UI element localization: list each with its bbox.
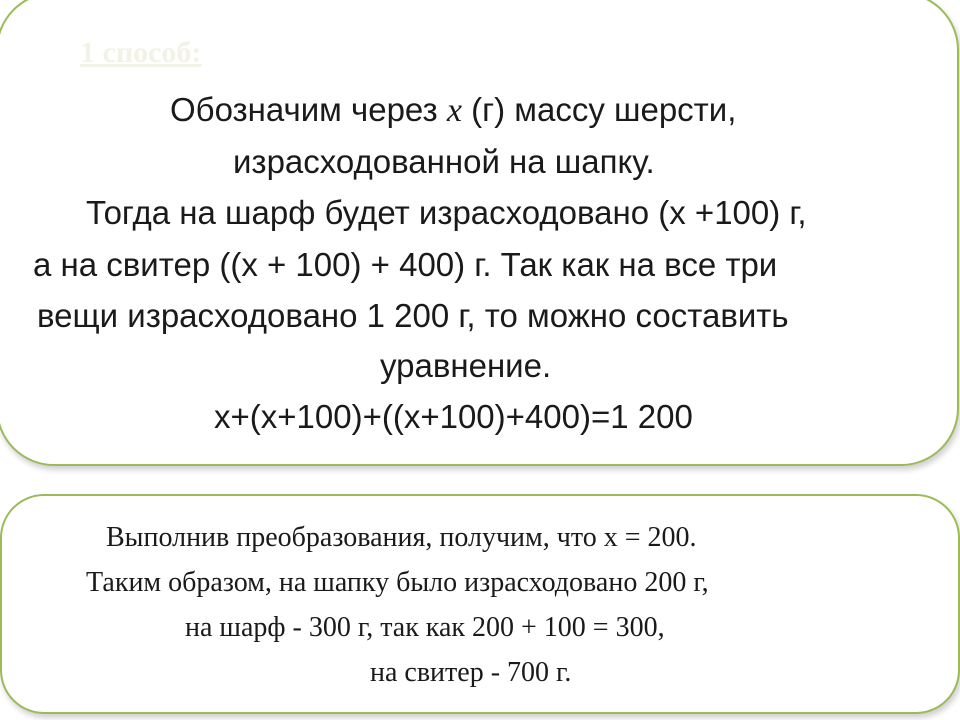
answer-line-3: на шарф - 300 г, так как 200 + 100 = 300, — [185, 612, 665, 643]
solution-line-6: уравнение. — [380, 347, 552, 384]
equation: х+(х+100)+((х+100)+400)=1 200 — [214, 398, 693, 435]
solution-line-3: Тогда на шарф будет израсходовано (х +100) г, — [86, 194, 807, 231]
solution-line-1-start: Обозначим через — [170, 91, 447, 128]
variable-x: х — [446, 92, 462, 129]
method-heading: 1 способ: — [80, 36, 202, 69]
solution-line-1-end: (г) массу шерсти, — [461, 91, 737, 128]
solution-line-2: израсходованной на шапку. — [233, 143, 655, 180]
answer-line-1: Выполнив преобразования, получим, что х = 200. — [106, 522, 697, 553]
answer-line-2: Таким образом, на шапку было израсходовано 200 г, — [86, 567, 709, 598]
answer-line-4: на свитер - 700 г. — [370, 657, 572, 688]
solution-line-4: а на свитер ((х + 100) + 400) г. Так как на все три — [33, 246, 778, 283]
solution-line-5: вещи израсходовано 1 200 г, то можно составить — [37, 297, 789, 334]
solution-line-1 — [170, 93, 736, 128]
